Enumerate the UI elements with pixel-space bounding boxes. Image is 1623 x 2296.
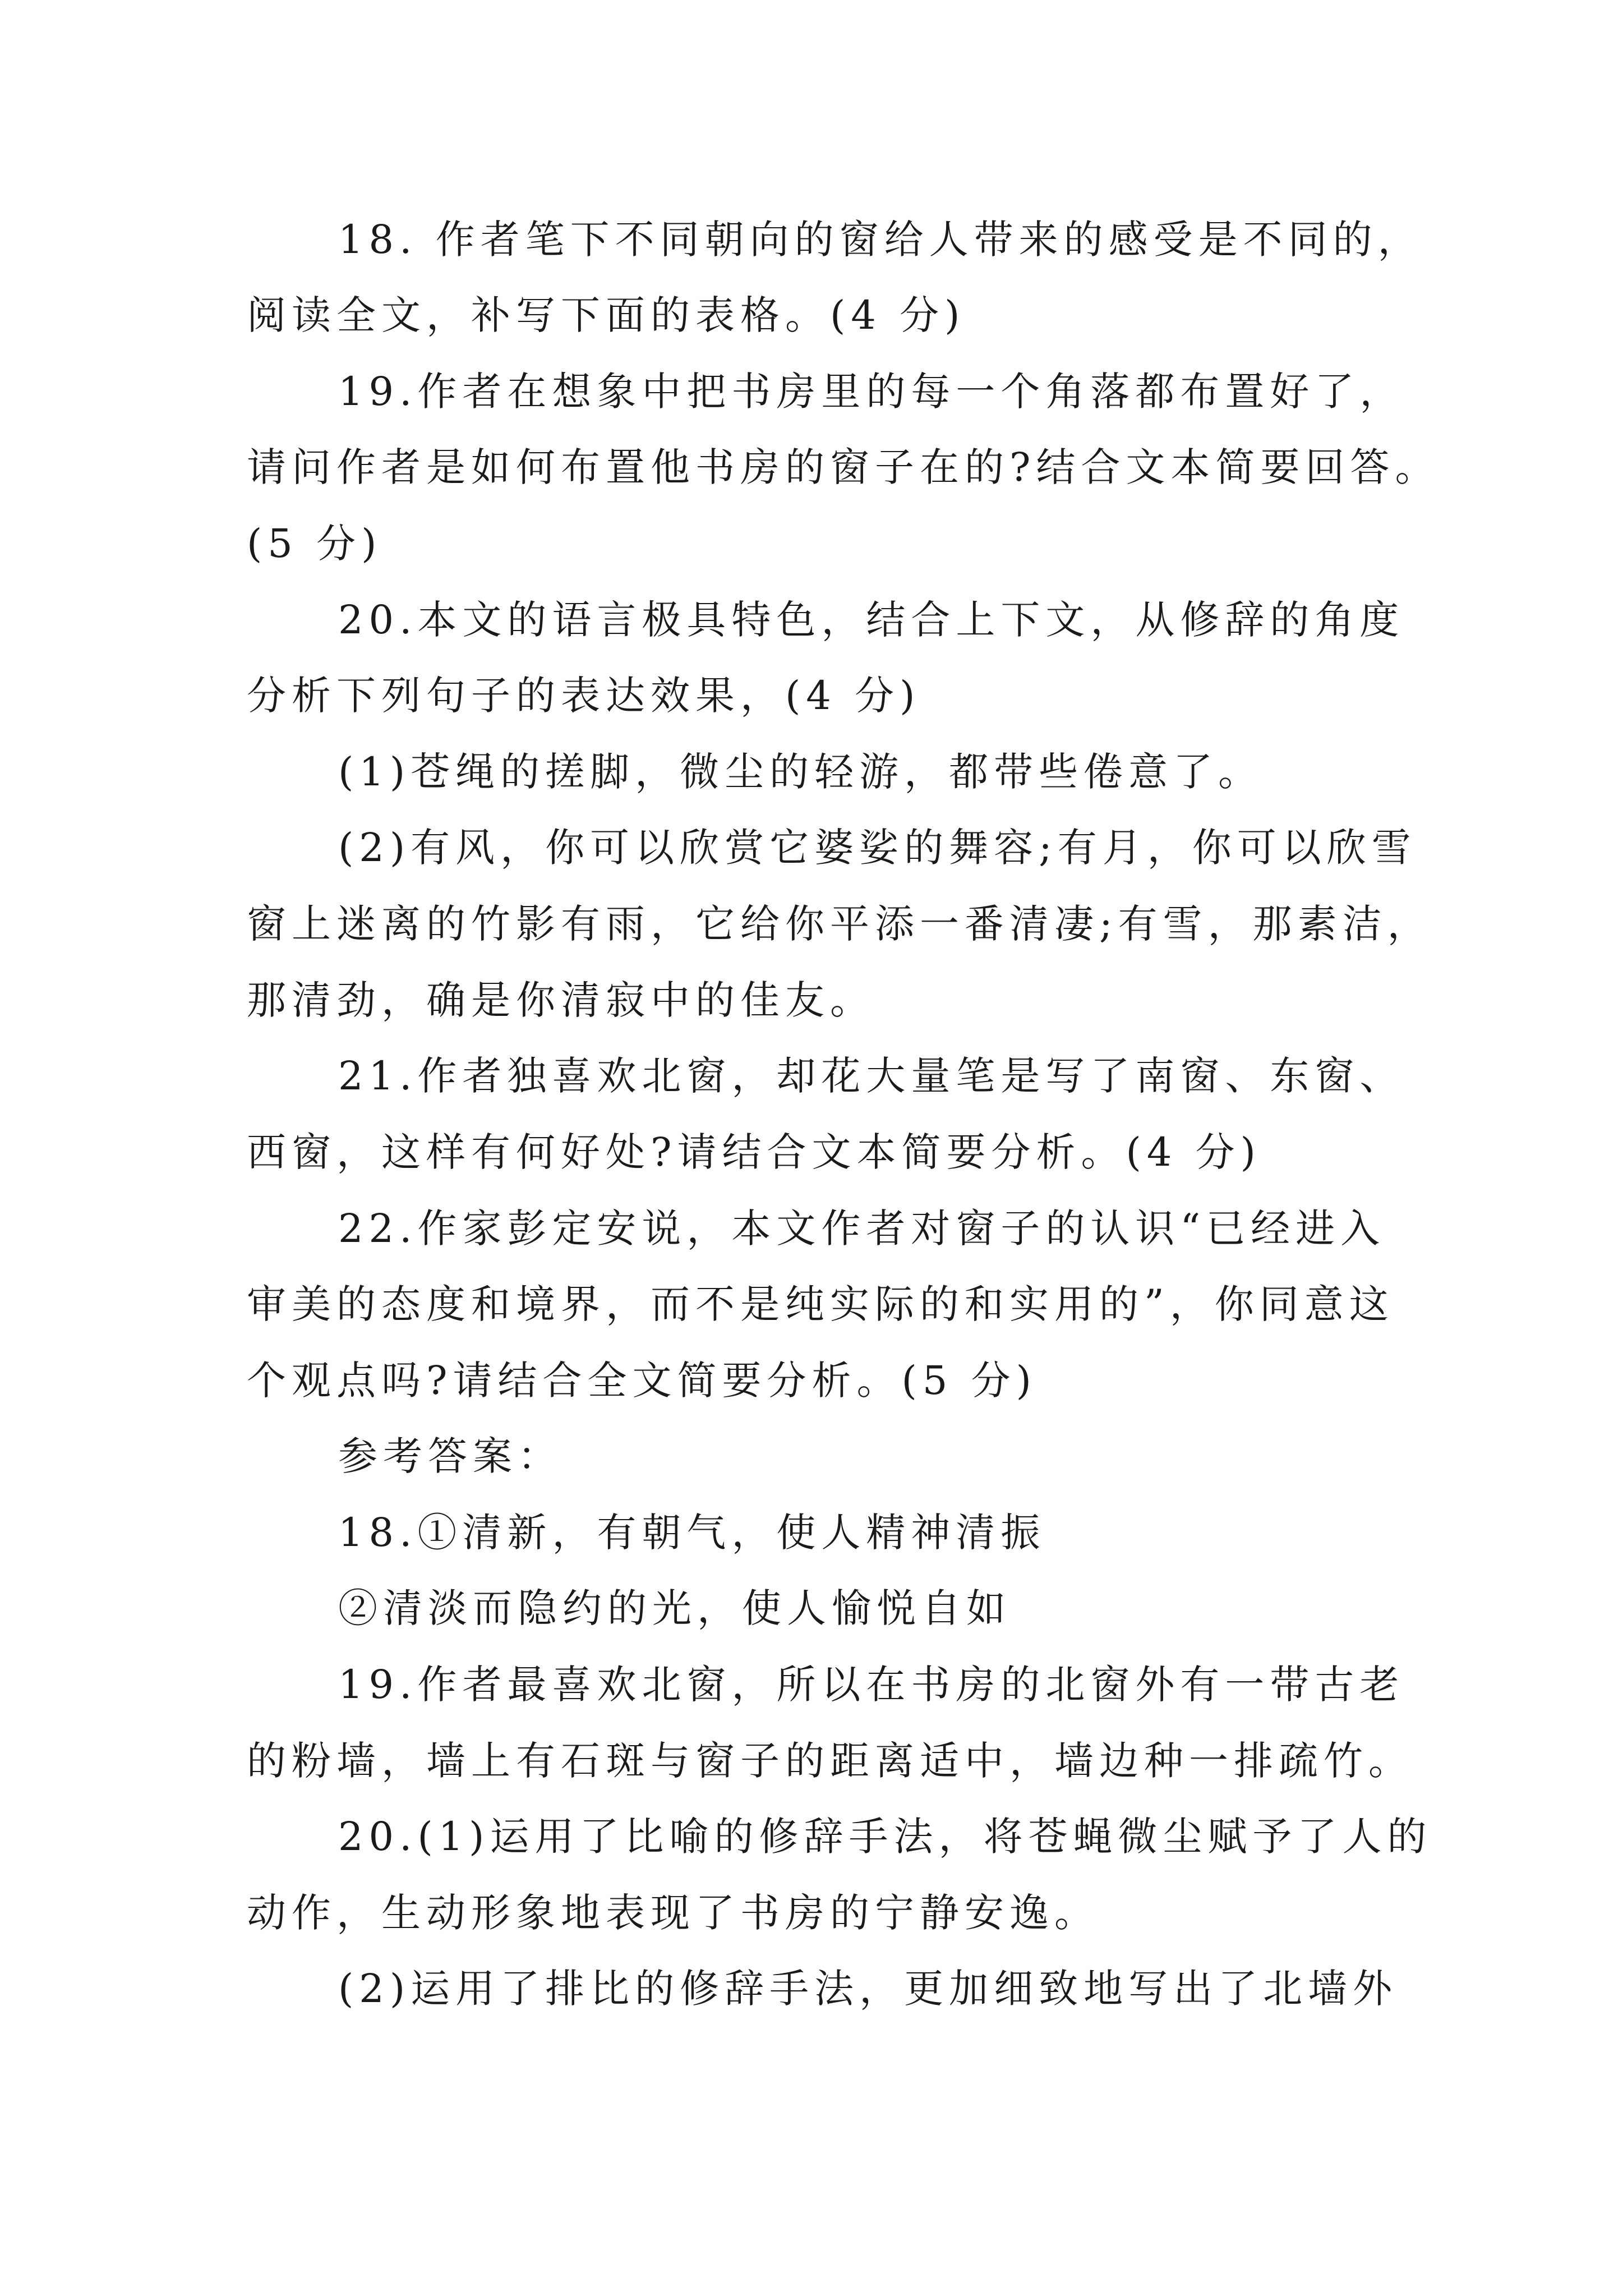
question-18-line-1: 18. 作者笔下不同朝向的窗给人带来的感受是不同的， <box>338 217 1423 263</box>
answer-20-line-2: 动作，生动形象地表现了书房的宁静安逸。 <box>247 1890 1099 1936</box>
answer-19-line-1: 19.作者最喜欢北窗，所以在书房的北窗外有一带古老 <box>338 1662 1405 1708</box>
question-21-line-1: 21.作者独喜欢北窗，却花大量笔是写了南窗、东窗、 <box>338 1053 1405 1099</box>
question-20-sentence-2-line-2: 窗上迷离的竹影有雨，它给你平添一番清凄;有雪，那素洁， <box>247 901 1432 947</box>
question-20-line-1: 20.本文的语言极具特色，结合上下文，从修辞的角度 <box>338 597 1405 643</box>
question-22-line-1: 22.作家彭定安说，本文作者对窗子的认识“已经进入 <box>338 1205 1386 1251</box>
answers-heading: 参考答案： <box>338 1433 562 1479</box>
question-19-line-1: 19.作者在想象中把书房里的每一个角落都布置好了， <box>338 369 1405 415</box>
answer-18-line-1: 18.①清新，有朝气，使人精神清振 <box>338 1510 1046 1556</box>
question-18-line-2: 阅读全文，补写下面的表格。(4 分) <box>247 292 966 338</box>
answer-20-line-3: (2)运用了排比的修辞手法，更加细致地写出了北墙外 <box>338 1966 1398 2012</box>
question-20-line-2: 分析下列句子的表达效果，(4 分) <box>247 673 921 719</box>
question-19-line-3: (5 分) <box>247 521 382 567</box>
question-22-line-2: 审美的态度和境界，而不是纯实际的和实用的”，你同意这 <box>247 1281 1394 1327</box>
answer-20-line-1: 20.(1)运用了比喻的修辞手法，将苍蝇微尘赋予了人的 <box>338 1814 1432 1860</box>
question-21-line-2: 西窗，这样有何好处?请结合文本简要分析。(4 分) <box>247 1129 1261 1175</box>
answer-19-line-2: 的粉墙，墙上有石斑与窗子的距离适中，墙边种一排疏竹。 <box>247 1738 1413 1784</box>
question-20-sentence-2-line-3: 那清劲，确是你清寂中的佳友。 <box>247 977 875 1023</box>
answer-18-line-2: ②清淡而隐约的光，使人愉悦自如 <box>338 1585 1011 1631</box>
question-20-sentence-2-line-1: (2)有风，你可以欣赏它婆娑的舞容;有月，你可以欣雪 <box>338 825 1417 871</box>
question-22-line-3: 个观点吗?请结合全文简要分析。(5 分) <box>247 1358 1037 1404</box>
question-19-line-2: 请问作者是如何布置他书房的窗子在的?结合文本简要回答。 <box>247 444 1440 490</box>
question-20-sentence-1: (1)苍绳的搓脚，微尘的轻游，都带些倦意了。 <box>338 749 1264 795</box>
